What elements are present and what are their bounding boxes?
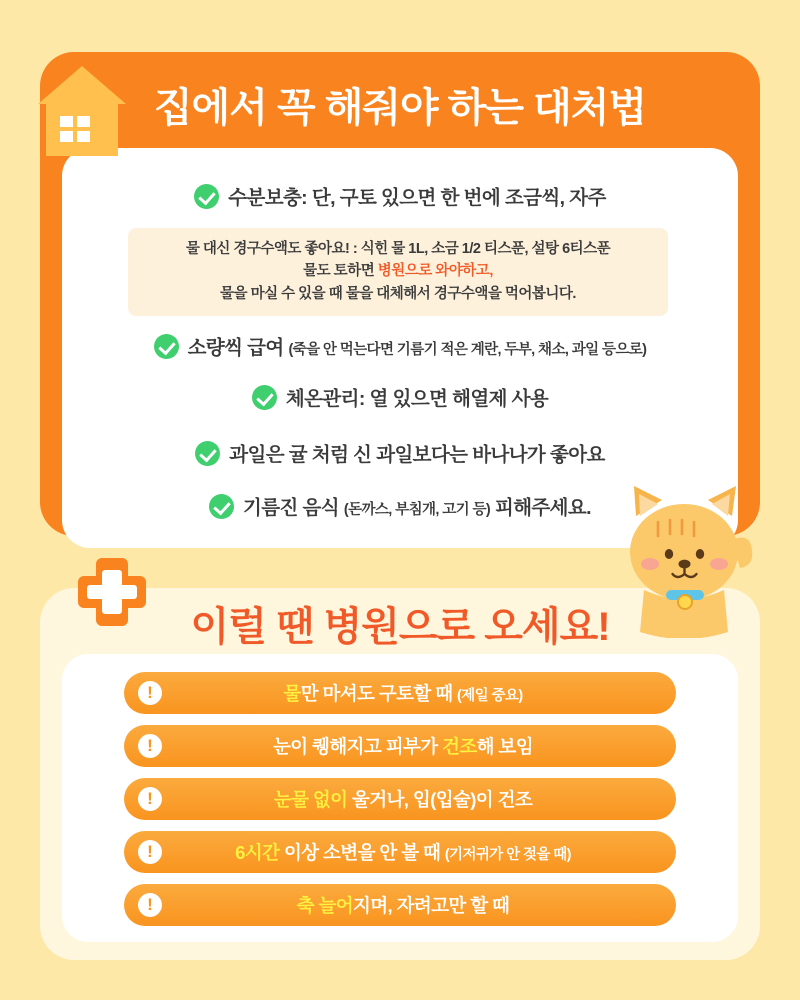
warning-rest: 지며, 자려고만 할 때 [353, 895, 510, 916]
warning-highlight: 건조 [442, 736, 477, 757]
oral-rehydration-note [128, 228, 668, 316]
exclamation-icon: ! [138, 893, 162, 917]
care-item-fruit [62, 439, 738, 467]
warning-rest: 이상 소변을 안 볼 때 [279, 842, 445, 863]
care-item-label: 체온관리: 열 있으면 해열제 사용 [285, 388, 549, 410]
warning-highlight: 축 늘어 [296, 895, 353, 916]
check-icon [209, 494, 234, 519]
note-line-1: 물 대신 경구수액도 좋아요! : 식힌 물 1L, 소금 1/2 티스푼, 설탕 6티스푼 [185, 241, 611, 257]
warning-small: (제일 중요) [457, 688, 523, 704]
dog-mascot-icon [614, 478, 764, 638]
care-item-label: 수분보충: 단, 구토 있으면 한 번에 조금씩, 자주 [228, 187, 606, 209]
warning-rest: 만 마셔도 구토할 때 [300, 683, 458, 704]
warning-pill-label [124, 839, 676, 865]
warning-rest: 해 보임 [476, 736, 533, 757]
section1-title: 집에서 꼭 해줘야 하는 대처법 [153, 85, 647, 130]
warning-pill-no-urine [124, 831, 676, 873]
care-item-hydration [62, 182, 738, 210]
warning-pill-label [124, 733, 676, 759]
note-line-2-text: 물도 토하면 [303, 263, 378, 280]
care-item-sub: (돈까스, 부침개, 고기 등) [343, 502, 491, 518]
care-item-main: 소량씩 급여 [187, 337, 284, 359]
warning-rest: 울거나, 입(입술)이 건조 [347, 789, 533, 810]
check-icon [195, 441, 220, 466]
exclamation-icon: ! [138, 840, 162, 864]
medical-cross-icon [76, 556, 148, 628]
warning-pill-label [124, 786, 676, 812]
warning-pill-lethargy [124, 884, 676, 926]
exclamation-icon: ! [138, 734, 162, 758]
warning-pill-label [124, 892, 676, 918]
care-item-temperature [62, 383, 738, 411]
house-icon [36, 62, 128, 158]
check-icon [154, 334, 179, 359]
section2-title: 이럴 땐 병원으로 오세요! [190, 604, 610, 649]
care-item-label: 과일은 귤 처럼 신 과일보다는 바나나가 좋아요 [229, 444, 605, 466]
care-item-small-feeding [62, 332, 738, 360]
check-icon [194, 184, 219, 209]
care-item-main2: 피해주세요. [494, 497, 591, 519]
note-line-2-highlight: 병원으로 와야하고, [377, 263, 493, 280]
care-item-main: 기름진 음식 [243, 497, 340, 519]
warning-pill-no-tears [124, 778, 676, 820]
warning-highlight: 물 [283, 683, 301, 704]
warning-pill-dry-skin [124, 725, 676, 767]
note-line-3: 물을 마실 수 있을 때 물을 대체해서 경구수액을 먹어봅니다. [220, 285, 576, 302]
warning-highlight: 6시간 [235, 842, 280, 863]
check-icon [252, 385, 277, 410]
care-item-sub: (죽을 안 먹는다면 기름기 적은 계란, 두부, 채소, 과일 등으로) [288, 342, 647, 358]
exclamation-icon: ! [138, 787, 162, 811]
warning-small: (기저귀가 안 젖을 때) [444, 847, 571, 863]
care-item-label [243, 492, 591, 520]
care-item-label [188, 332, 647, 360]
warning-highlight: 눈물 없이 [273, 789, 348, 810]
exclamation-icon: ! [138, 681, 162, 705]
warning-pre: 눈이 퀭해지고 피부가 [273, 736, 443, 757]
warning-pill-label [124, 680, 676, 706]
warning-pill-vomit-after-water [124, 672, 676, 714]
note-line-2 [136, 260, 660, 282]
